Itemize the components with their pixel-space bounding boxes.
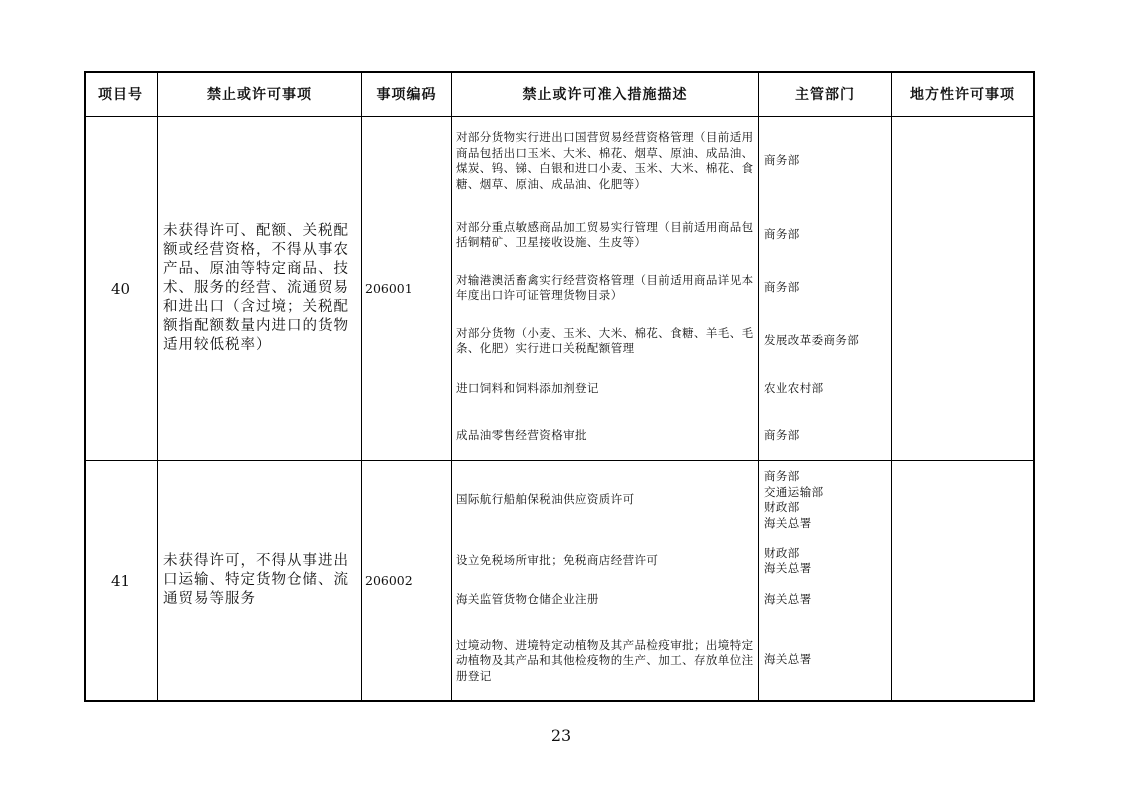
permit-table [84, 71, 1035, 702]
row-local-item [892, 117, 1033, 460]
row-number: 41 [110, 571, 131, 590]
measure-department: 商务部 交通运输部 财政部 海关总署 [764, 469, 824, 530]
measure-description: 进口饲料和饲料添加剂登记 [456, 381, 599, 396]
table-border-bottom [84, 700, 1035, 702]
header-department: 主管部门 [795, 87, 855, 103]
measure-department: 商务部 [764, 428, 800, 443]
page-number: 23 [550, 726, 572, 745]
row-local-item [892, 461, 1033, 700]
measure-department: 财政部 海关总署 [764, 545, 812, 575]
header-measure-description: 禁止或许可准入措施描述 [522, 87, 688, 103]
measure-department: 商务部 [764, 153, 800, 168]
header-item: 禁止或许可事项 [207, 87, 312, 103]
measure-department: 发展改革委 商务部 [764, 333, 860, 348]
measure-department: 农业农村部 [764, 381, 824, 396]
measure-description: 对部分货物实行进出口国营贸易经营资格管理（目前适用商品包括出口玉米、大米、棉花、烟草、原油、成品油、煤炭、钨、锑、白银和进口小麦、玉米、大米、棉花、食糖、烟草、原油、成品油、化肥等） [456, 130, 754, 191]
row-item-text: 未获得许可、配额、关税配额或经营资格，不得从事农产品、原油等特定商品、技术、服务的经营、流通贸易和进出口（含过境；关税配额指配额数量内进口的货物适用较低税率） [163, 223, 349, 353]
row-code: 206001 [365, 281, 413, 296]
table-border-right [1033, 71, 1035, 702]
row-item-text: 未获得许可，不得从事进出口运输、特定货物仓储、流通贸易等服务 [163, 553, 349, 607]
measure-department: 海关总署 [764, 592, 812, 607]
measure-department: 海关总署 [764, 652, 812, 667]
row-number: 40 [110, 279, 131, 298]
measure-department: 商务部 [764, 227, 800, 242]
measure-description: 对部分重点敏感商品加工贸易实行管理（目前适用商品包括铜精矿、卫星接收设施、生皮等） [456, 219, 754, 249]
header-item-number: 项目号 [98, 87, 143, 103]
measure-description: 成品油零售经营资格审批 [456, 428, 587, 443]
measure-description: 设立免税场所审批；免税商店经营许可 [456, 553, 659, 568]
header-code: 事项编码 [376, 87, 437, 103]
measure-department: 商务部 [764, 280, 800, 295]
row-code: 206002 [365, 573, 413, 588]
measure-description: 对部分货物（小麦、玉米、大米、棉花、食糖、羊毛、毛条、化肥）实行进口关税配额管理 [456, 325, 754, 355]
measure-description: 过境动物、进境特定动植物及其产品检疫审批；出境特定动植物及其产品和其他检疫物的生产、加工、存放单位注册登记 [456, 637, 754, 683]
measure-description: 海关监管货物仓储企业注册 [456, 592, 599, 607]
header-local-item: 地方性许可事项 [910, 87, 1015, 103]
measure-description: 国际航行船舶保税油供应资质许可 [456, 492, 635, 507]
measure-description: 对输港澳活畜禽实行经营资格管理（目前适用商品详见本年度出口许可证管理货物目录） [456, 272, 754, 302]
